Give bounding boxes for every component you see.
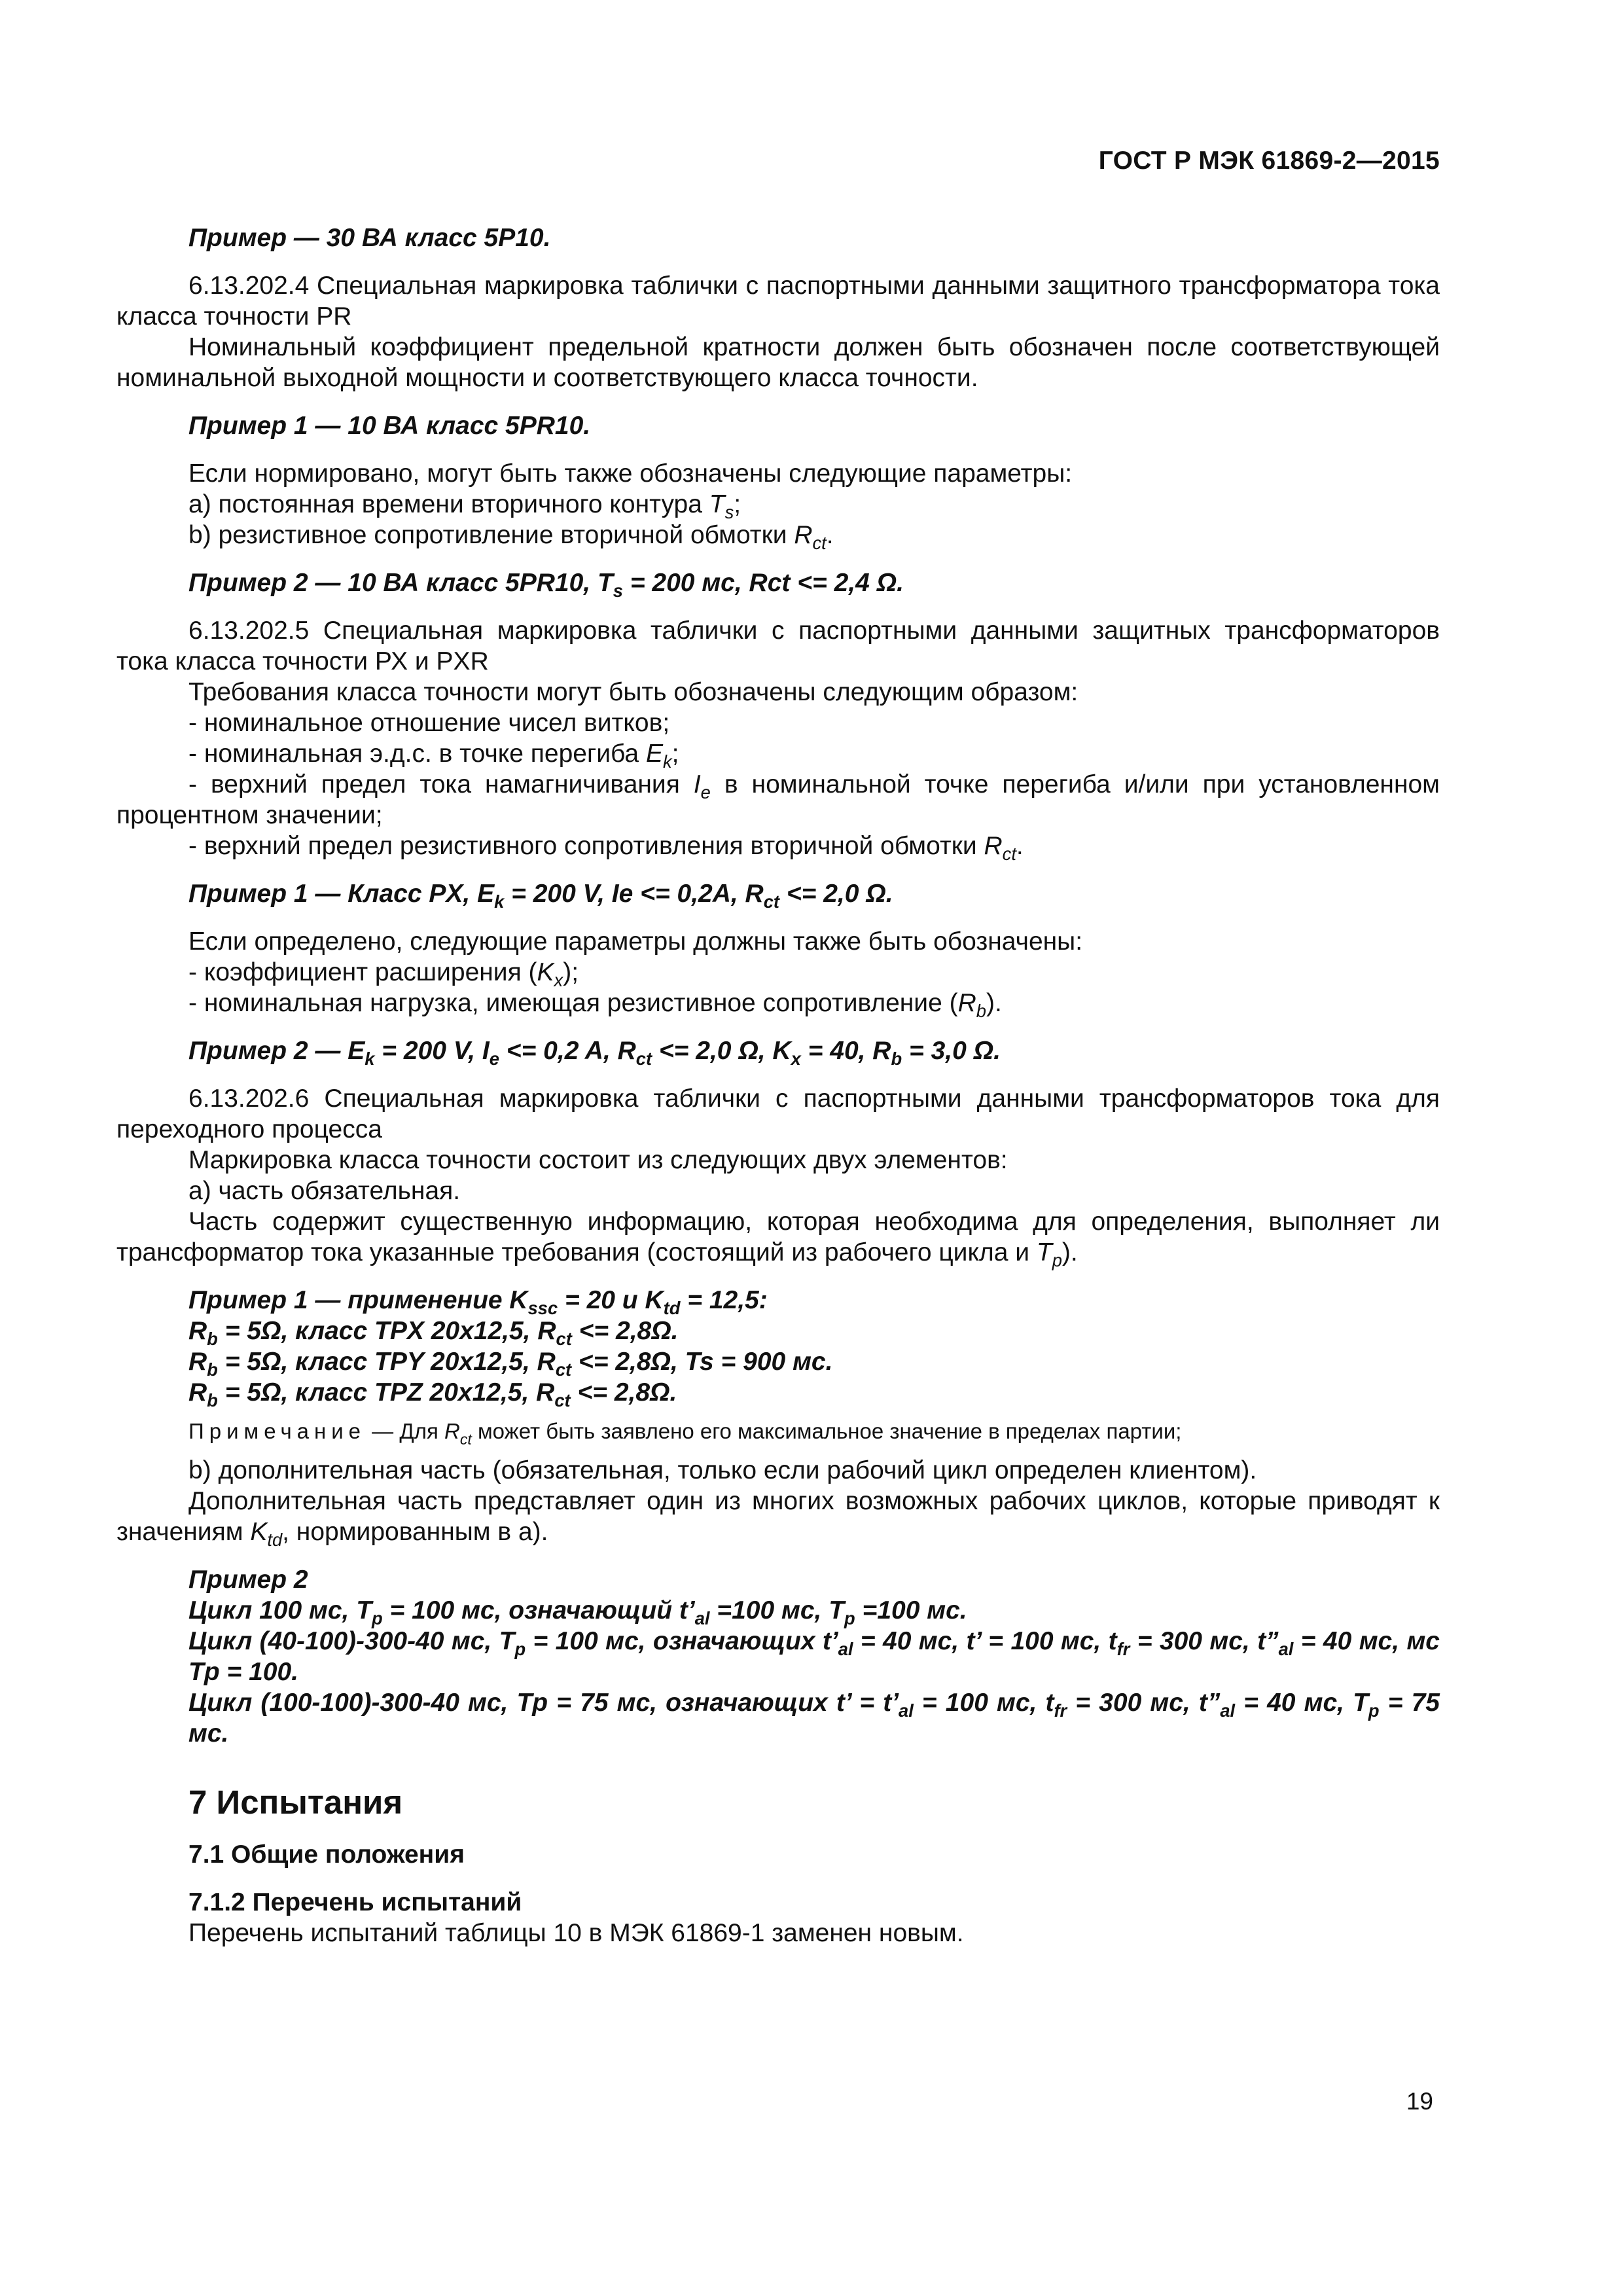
paragraph: Если определено, следующие параметры должны также быть обозначены: bbox=[188, 927, 1083, 956]
spacer bbox=[116, 1766, 1440, 1783]
document-header: ГОСТ Р МЭК 61869-2—2015 bbox=[1098, 147, 1440, 175]
document-body bbox=[116, 223, 1440, 1948]
example-line: Пример 1 — применение $K_{ssc} = 20$ и $K_{td} = 12,5$: bbox=[188, 1286, 768, 1318]
example-line: Пример 1 — 10 ВА класс 5PR10. bbox=[188, 412, 591, 440]
spacer bbox=[116, 1870, 1440, 1887]
example-line: Пример 2 — 10 ВА класс 5PR10, $T_s = 200$ мс, Rct <= 2,4 Ω. bbox=[188, 569, 904, 601]
paragraph: 6.13.202.6 Специальная маркировка таблички с паспортными данными трансформаторов тока для переходного процесса bbox=[116, 1085, 1440, 1143]
spacer bbox=[116, 393, 1440, 410]
example-line: Пример 2 bbox=[188, 1566, 308, 1594]
paragraph: а) постоянная времени вторичного контура $T_s$; bbox=[188, 490, 741, 522]
spacer bbox=[116, 550, 1440, 567]
section-heading: 7 Испытания bbox=[188, 1784, 403, 1821]
paragraph: Требования класса точности могут быть обозначены следующим образом: bbox=[188, 678, 1079, 706]
spacer bbox=[116, 1066, 1440, 1083]
spacer bbox=[116, 253, 1440, 270]
paragraph: 6.13.202.5 Специальная маркировка таблички с паспортными данными защитных трансформаторов тока класса точности РХ и PXR bbox=[116, 617, 1440, 675]
spacer bbox=[116, 598, 1440, 615]
subsection-heading: 7.1 Общие положения bbox=[188, 1840, 465, 1869]
paragraph: а) часть обязательная. bbox=[188, 1177, 461, 1205]
paragraph: - верхний предел резистивного сопротивления вторичной обмотки $R_{ct}$. bbox=[188, 832, 1024, 864]
paragraph: 6.13.202.4 Специальная маркировка таблички с паспортными данными защитного трансформатора тока класса точности PR bbox=[116, 272, 1440, 331]
spacer bbox=[116, 1749, 1440, 1766]
paragraph: - верхний предел тока намагничивания $I_e$ в номинальной точке перегиба и/или при установленном процентном значении; bbox=[116, 770, 1440, 829]
paragraph: Перечень испытаний таблицы 10 в МЭК 61869-1 заменен новым. bbox=[188, 1919, 964, 1947]
paragraph: Дополнительная часть представляет один из многих возможных рабочих циклов, которые приводят к значениям $K_{td}$, нормированным в а). bbox=[116, 1487, 1440, 1550]
example-line: Пример 2 — $E_k = 200$ V, $I_e <= 0,2$ A, $R_{ct} <= 2,0$ Ω, $K_x = 40$, $R_b = 3,0$ Ω. bbox=[188, 1037, 1001, 1069]
spacer bbox=[116, 1408, 1440, 1417]
note-line: Примечание — Для $R_{ct}$ может быть заявлено его максимальное значение в пределах партии; bbox=[188, 1419, 1182, 1448]
spacer bbox=[116, 1547, 1440, 1564]
example-line: Цикл 100 мс, $T_p = 100$ мс, означающий $t’_{al} =100$ мс, $T_p =100$ мс. bbox=[188, 1596, 967, 1628]
spacer bbox=[116, 861, 1440, 878]
paragraph: - номинальное отношение чисел витков; bbox=[188, 709, 670, 737]
paragraph: - номинальная э.д.с. в точке перегиба $E_k$; bbox=[188, 740, 679, 772]
example-line: Цикл (100-100)-300-40 мс, Tp = 75 мс, означающих t’ = $t’_{al} = 100$ мс, $t_{fr} = 300$ мс, $t”_{al} = 40$ мс, $T_p = 75$ мс. bbox=[188, 1689, 1440, 1748]
example-line: $R_b = 5\Omega$, класс TPY 20x12,5, $R_{ct} <= 2,8\Omega$, Ts = 900 мс. bbox=[188, 1348, 833, 1380]
paragraph: Маркировка класса точности состоит из следующих двух элементов: bbox=[188, 1146, 1008, 1174]
paragraph: Номинальный коэффициент предельной кратности должен быть обозначен после соответствующей номинальной выходной мощности и соответствующего класса точности. bbox=[116, 333, 1440, 392]
spacer bbox=[116, 441, 1440, 458]
spacer bbox=[116, 1018, 1440, 1035]
example-line: Пример — 30 ВА класс 5Р10. bbox=[188, 224, 551, 252]
paragraph: Если нормировано, могут быть также обозначены следующие параметры: bbox=[188, 459, 1073, 488]
paragraph: - номинальная нагрузка, имеющая резистивное сопротивление $(R_b)$. bbox=[188, 989, 1002, 1021]
example-line: Цикл (40-100)-300-40 мс, $T_p = 100$ мс, означающих $t’_{al} = 40$ мс, t’ = 100 мс, $t_{fr} = 300$ мс, $t”_{al} = 40$ мс, мс Tp = 100. bbox=[188, 1627, 1440, 1686]
subsection-heading: 7.1.2 Перечень испытаний bbox=[188, 1888, 522, 1916]
example-line: $R_b = 5\Omega$, класс TPX 20x12,5, $R_{ct} <= 2,8\Omega$. bbox=[188, 1317, 679, 1349]
paragraph: Часть содержит существенную информацию, которая необходима для определения, выполняет ли трансформатор тока указанные требования (состоящий из рабочего цикла и $T_p$). bbox=[116, 1208, 1440, 1270]
example-line: $R_b = 5\Omega$, класс TPZ 20x12,5, $R_{ct} <= 2,8\Omega$. bbox=[188, 1378, 677, 1410]
paragraph: b) резистивное сопротивление вторичной обмотки $R_{ct}$. bbox=[188, 521, 834, 553]
paragraph: b) дополнительная часть (обязательная, только если рабочий цикл определен клиентом). bbox=[188, 1456, 1257, 1484]
paragraph: - коэффициент расширения $(K_x)$; bbox=[188, 958, 579, 990]
spacer bbox=[116, 1822, 1440, 1839]
spacer bbox=[116, 1446, 1440, 1455]
page-number: 19 bbox=[1406, 2088, 1433, 2115]
example-line: Пример 1 — Класс PX, $E_k = 200$ V, Ie <= 0,2A, $R_{ct} <= 2,0$ Ω. bbox=[188, 880, 893, 912]
spacer bbox=[116, 1268, 1440, 1285]
